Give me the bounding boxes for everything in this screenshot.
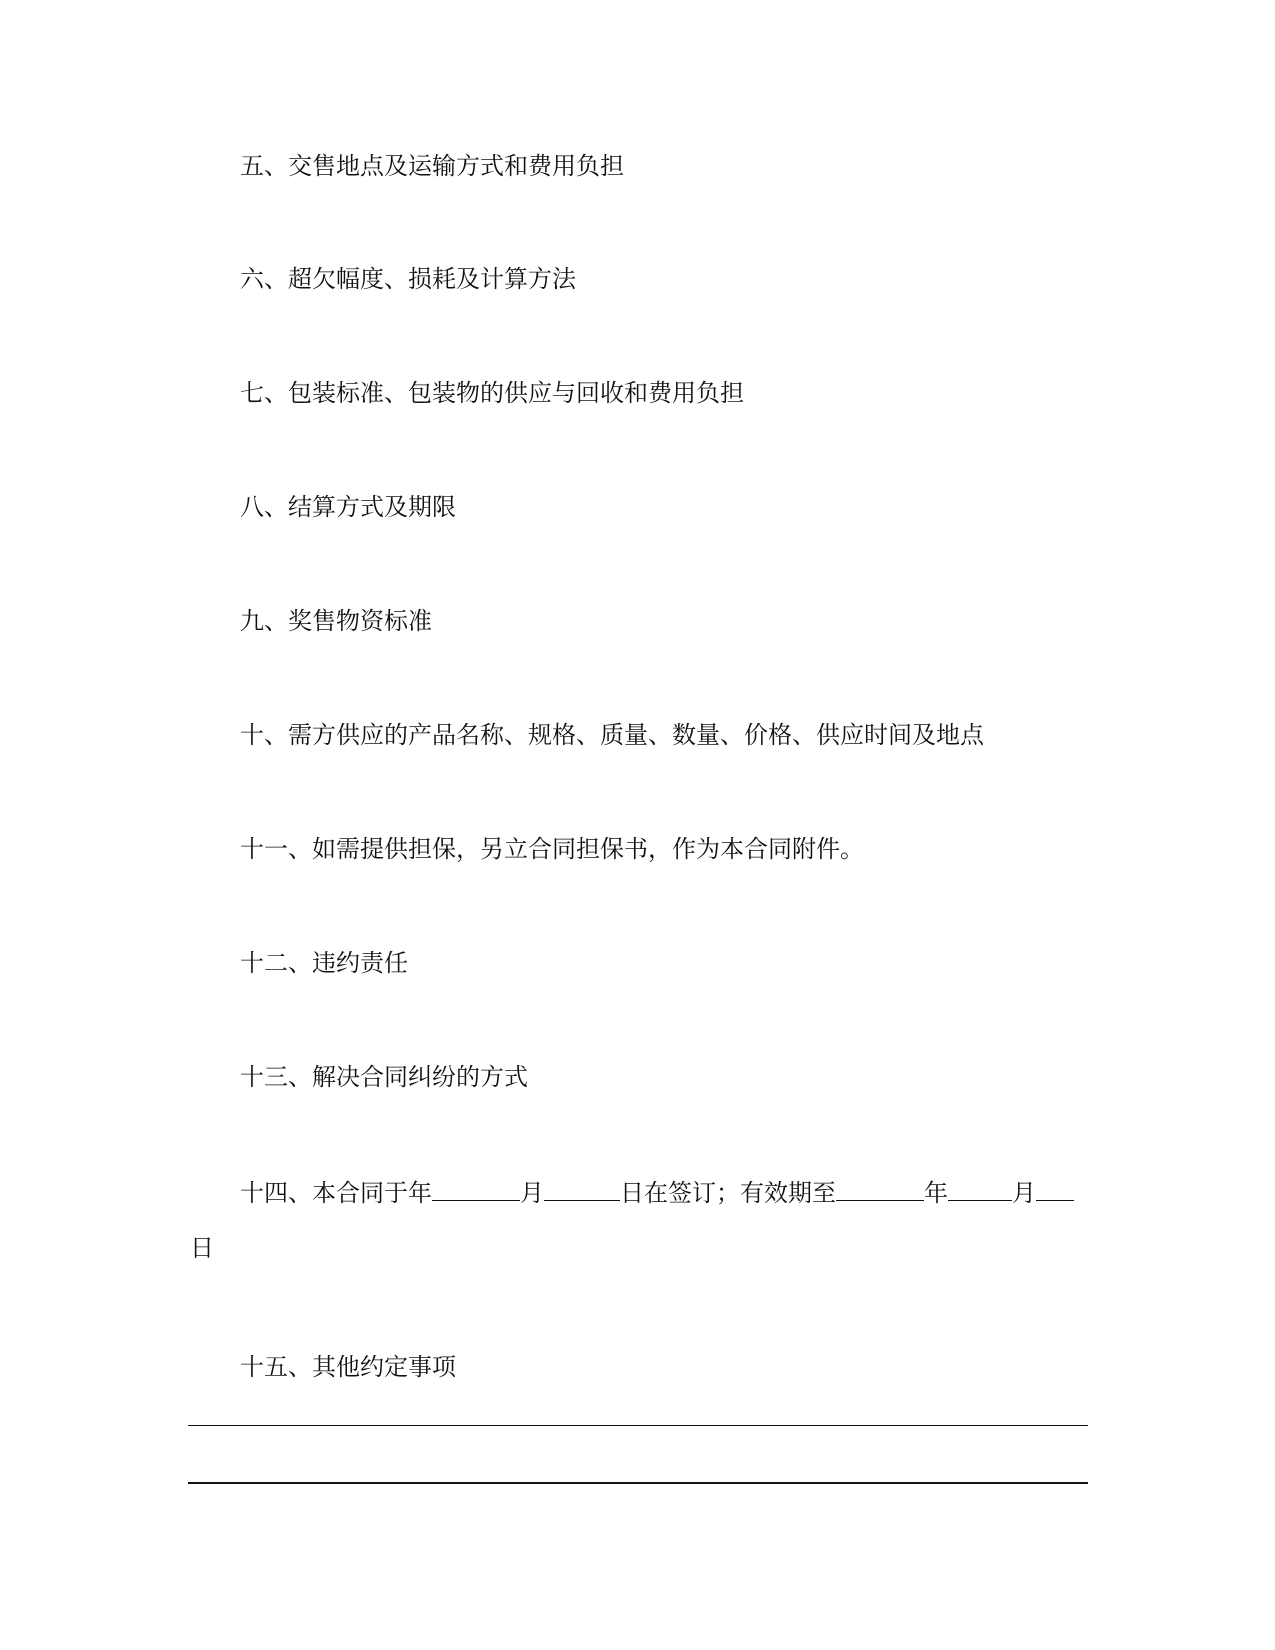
expiry-day-blank[interactable] (1036, 1176, 1074, 1201)
clause-7: 七、包装标准、包装物的供应与回收和费用负担 (240, 379, 744, 407)
clause-11: 十一、如需提供担保，另立合同担保书，作为本合同附件。 (240, 835, 864, 863)
clause-9: 九、奖售物资标准 (240, 607, 432, 635)
clause-14-month-label-2: 月 (1012, 1179, 1036, 1207)
clause-10: 十、需方供应的产品名称、规格、质量、数量、价格、供应时间及地点 (240, 721, 984, 749)
clause-14-signed-text: 日在签订；有效期至 (620, 1179, 836, 1207)
clause-14-month-label: 月 (520, 1179, 544, 1207)
year-blank[interactable] (432, 1176, 520, 1201)
clause-14-text-start: 十四、本合同于年 (240, 1179, 432, 1207)
clause-13: 十三、解决合同纠纷的方式 (240, 1063, 528, 1091)
clause-14 (240, 1176, 1074, 1208)
clause-14-year-label: 年 (924, 1179, 948, 1207)
other-terms-line-2[interactable] (188, 1482, 1088, 1484)
clause-6: 六、超欠幅度、损耗及计算方法 (240, 265, 576, 293)
clause-12: 十二、违约责任 (240, 949, 408, 977)
other-terms-line-1[interactable] (188, 1425, 1088, 1426)
month-blank[interactable] (544, 1176, 620, 1201)
clause-15: 十五、其他约定事项 (240, 1353, 456, 1381)
clause-5: 五、交售地点及运输方式和费用负担 (240, 152, 624, 180)
expiry-year-blank[interactable] (836, 1176, 924, 1201)
expiry-month-blank[interactable] (948, 1176, 1012, 1201)
clause-14-day-label: 日 (190, 1234, 214, 1262)
clause-8: 八、结算方式及期限 (240, 493, 456, 521)
